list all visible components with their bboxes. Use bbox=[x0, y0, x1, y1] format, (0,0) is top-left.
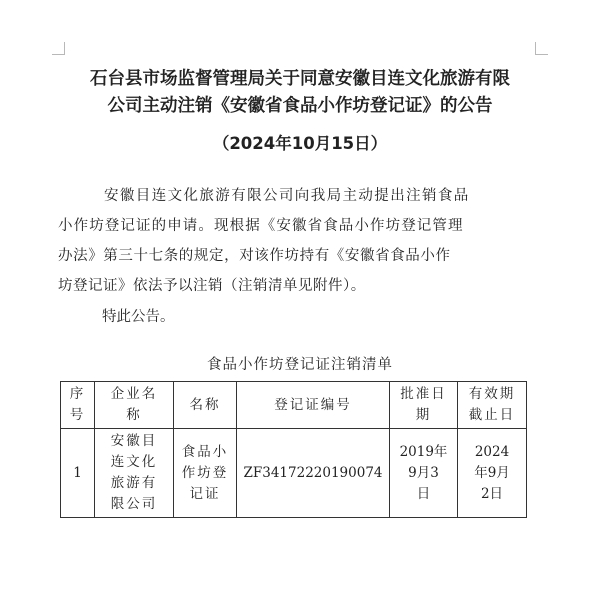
cell-seq: 1 bbox=[61, 429, 95, 518]
cell-approval-line: 9月3 bbox=[408, 464, 439, 481]
page-corner-mark-left bbox=[52, 42, 65, 55]
body-paragraph-line-2: 小作坊登记证的申请。现根据《安徽省食品小作坊登记管理 bbox=[58, 218, 464, 234]
table-header-row bbox=[61, 382, 527, 429]
body-paragraph-line-4: 坊登记证》依法予以注销（注销清单见附件）。 bbox=[58, 278, 366, 294]
cell-name-line: 记证 bbox=[189, 485, 221, 502]
cell-approval-date bbox=[390, 429, 458, 518]
header-company-line: 称 bbox=[126, 407, 142, 423]
cell-cert-no: ZF34172220190074 bbox=[237, 429, 390, 518]
header-name-line: 名称 bbox=[189, 396, 221, 413]
header-seq bbox=[61, 382, 95, 429]
body-paragraph-line-1: 安徽目连文化旅游有限公司向我局主动提出注销食品 bbox=[104, 188, 470, 204]
cell-name bbox=[174, 429, 237, 518]
header-expiry-date bbox=[458, 382, 527, 429]
header-approval-line: 期 bbox=[415, 407, 432, 423]
cell-company-line: 安徽目 bbox=[110, 433, 158, 449]
cell-company-line: 限公司 bbox=[110, 496, 158, 512]
cell-name-line: 作坊登 bbox=[181, 464, 229, 481]
header-seq-line: 号 bbox=[69, 407, 86, 423]
cell-name-line: 食品小 bbox=[181, 443, 229, 460]
header-cert-no-line: 登记证编号 bbox=[274, 396, 352, 413]
header-approval-line: 批准日 bbox=[400, 386, 447, 402]
cell-expiry-line: 年9月 bbox=[474, 464, 510, 481]
table-caption: 食品小作坊登记证注销清单 bbox=[207, 357, 393, 373]
closing-statement: 特此公告。 bbox=[102, 309, 175, 325]
cell-approval-line: 2019年 bbox=[399, 443, 448, 460]
announcement-title-line-2: 公司主动注销《安徽省食品小作坊登记证》的公告 bbox=[107, 96, 493, 116]
cell-expiry-line: 2日 bbox=[480, 485, 504, 502]
header-name bbox=[174, 382, 237, 429]
header-company bbox=[95, 382, 174, 429]
header-expiry-line: 截止日 bbox=[468, 407, 516, 423]
header-company-line: 企业名 bbox=[110, 386, 158, 402]
cancellation-list-table bbox=[60, 381, 527, 518]
cell-approval-line: 日 bbox=[416, 485, 431, 502]
header-cert-no bbox=[237, 382, 390, 429]
announcement-title-line-1: 石台县市场监督管理局关于同意安徽目连文化旅游有限 bbox=[90, 69, 510, 89]
cell-expiry-line: 2024 bbox=[474, 443, 510, 460]
table-row bbox=[61, 429, 527, 518]
cell-company bbox=[95, 429, 174, 518]
header-seq-line: 序 bbox=[69, 386, 86, 402]
header-approval-date bbox=[390, 382, 458, 429]
page-corner-mark-right bbox=[535, 42, 548, 55]
body-paragraph-line-3: 办法》第三十七条的规定，对该作坊持有《安徽省食品小作 bbox=[58, 248, 451, 264]
cell-expiry-date bbox=[458, 429, 527, 518]
announcement-date: （2024年10月15日） bbox=[212, 134, 388, 153]
cell-company-line: 连文化 bbox=[110, 454, 158, 470]
cell-company-line: 旅游有 bbox=[110, 475, 158, 491]
header-expiry-line: 有效期 bbox=[468, 386, 516, 402]
